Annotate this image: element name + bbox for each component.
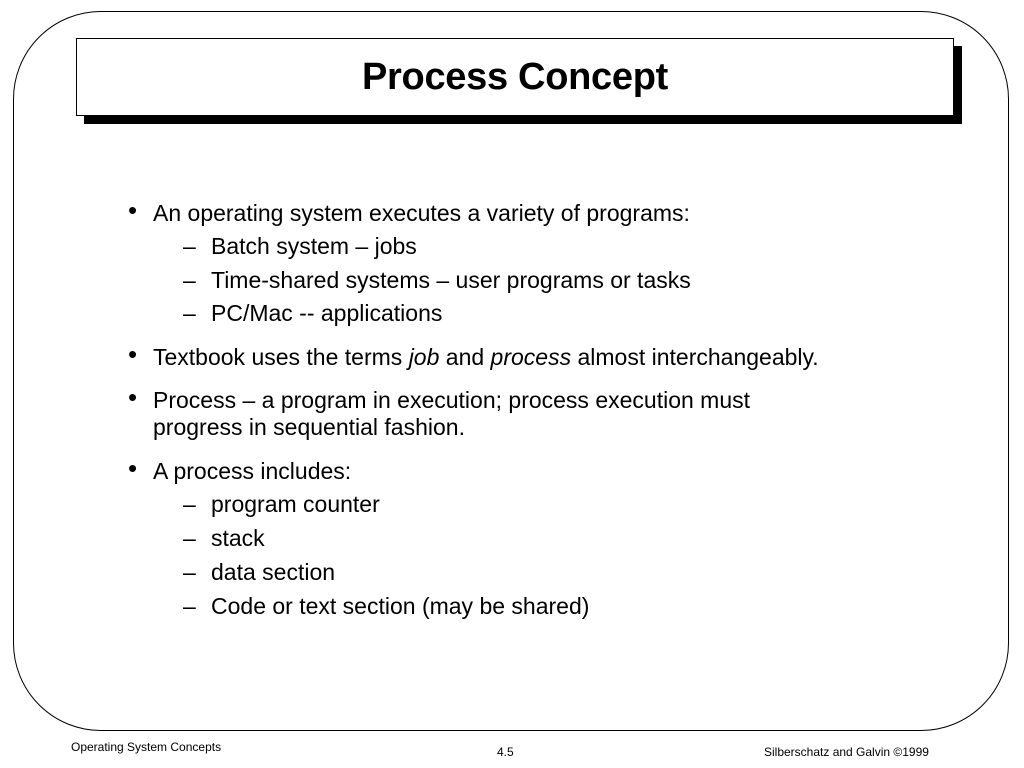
slide-title: Process Concept (362, 55, 668, 98)
sub-item: program counter (211, 491, 380, 517)
bullet-text-part: almost interchangeably. (571, 344, 819, 370)
bullet-text (153, 343, 819, 371)
bullet-text-part: and (439, 344, 491, 370)
footer-year: 1999 (902, 745, 929, 759)
emphasis-process: process (490, 344, 572, 370)
footer-authors-text: Silberschatz and Galvin (764, 745, 894, 759)
bullet-text-part: Textbook uses the terms (153, 344, 409, 370)
dash-icon: – (183, 300, 196, 326)
bullet-icon: • (128, 339, 138, 369)
sub-item: Batch system – jobs (211, 233, 417, 259)
footer-authors (764, 745, 929, 759)
bullet-text: A process includes: (153, 458, 352, 484)
dash-icon: – (183, 233, 196, 259)
sub-item: Time-shared systems – user programs or tasks (211, 267, 691, 293)
dash-icon: – (183, 559, 196, 585)
dash-icon: – (183, 267, 196, 293)
sub-item: stack (211, 525, 265, 551)
sub-item: PC/Mac -- applications (211, 300, 443, 326)
bullet-icon: • (128, 195, 138, 225)
copyright-icon: © (893, 745, 903, 759)
bullet-icon: • (128, 382, 138, 412)
sub-item: Code or text section (may be shared) (211, 593, 590, 619)
bullet-icon: • (128, 453, 138, 483)
dash-icon: – (183, 525, 196, 551)
footer-course-title: Operating System Concepts (71, 740, 222, 754)
emphasis-job: job (408, 344, 440, 370)
sub-item: data section (211, 559, 336, 585)
dash-icon: – (183, 593, 196, 619)
bullet-text-continued: progress in sequential fashion. (153, 414, 465, 440)
bullet-text: Process – a program in execution; process execution must (153, 387, 751, 413)
bullet-text: An operating system executes a variety of programs: (153, 200, 690, 226)
footer-page-number: 4.5 (497, 745, 514, 759)
dash-icon: – (183, 491, 196, 517)
